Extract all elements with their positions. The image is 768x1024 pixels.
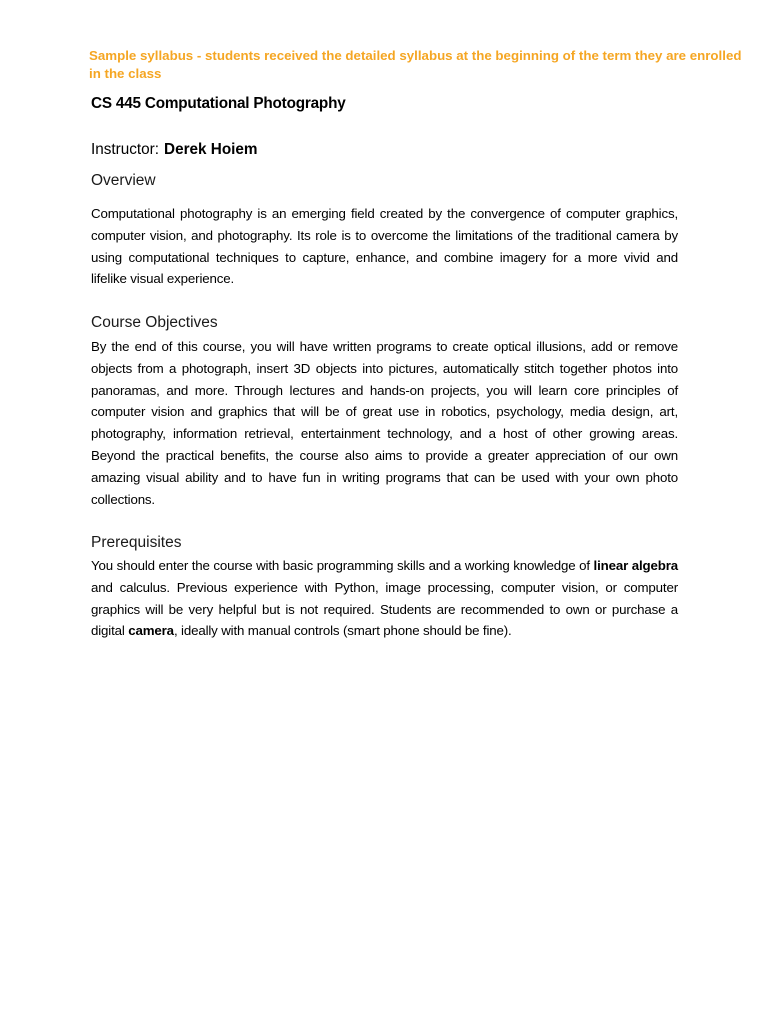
course-objectives-heading: Course Objectives <box>91 314 218 331</box>
prereq-text-2: and calculus. Previous experience with Python, image processing, computer vision, or computer graphics will be very helpful but is not required. Students are recommended to own or purchase a digital <box>91 579 678 639</box>
course-objectives-paragraph: By the end of this course, you will have written programs to create optical illusions, add or remove objects from a photograph, insert 3D objects into pictures, automatically stitch together photos into panoramas, and more. Through lectures and hands-on projects, you will learn core principles of computer vision and graphics that will be of great use in robotics, psychology, media design, art, photography, information retrieval, entertainment technology, and a host of other growing areas. Beyond the practical benefits, the course also aims to provide a greater appreciation of our own amazing visual ability and to have fun in writing programs that can be used with your own photo collections. <box>91 339 678 507</box>
prereq-text-1: You should enter the course with basic programming skills and a working knowledge of <box>91 558 594 573</box>
course-title: CS 445 Computational Photography <box>91 95 346 112</box>
instructor-line <box>91 140 258 160</box>
sample-syllabus-note: Sample syllabus - students received the detailed syllabus at the beginning of the term they are enrolled in the class <box>89 48 742 81</box>
prereq-bold-camera: camera <box>128 623 174 639</box>
prereq-text-3: , ideally with manual controls (smart phone should be fine). <box>173 623 512 639</box>
overview-heading: Overview <box>91 172 156 189</box>
instructor-name: Derek Hoiem <box>164 141 258 158</box>
prerequisites-heading: Prerequisites <box>91 534 182 551</box>
overview-paragraph: Computational photography is an emerging field created by the convergence of computer graphics, computer vision, and photography. Its role is to overcome the limitations of the traditional camera by using computational techniques to capture, enhance, and combine imagery for a more vivid and lifelike visual experience. <box>91 206 678 287</box>
instructor-label: Instructor: <box>91 141 160 158</box>
prereq-bold-linear-algebra: linear algebra <box>593 558 678 573</box>
prerequisites-paragraph <box>91 555 678 642</box>
